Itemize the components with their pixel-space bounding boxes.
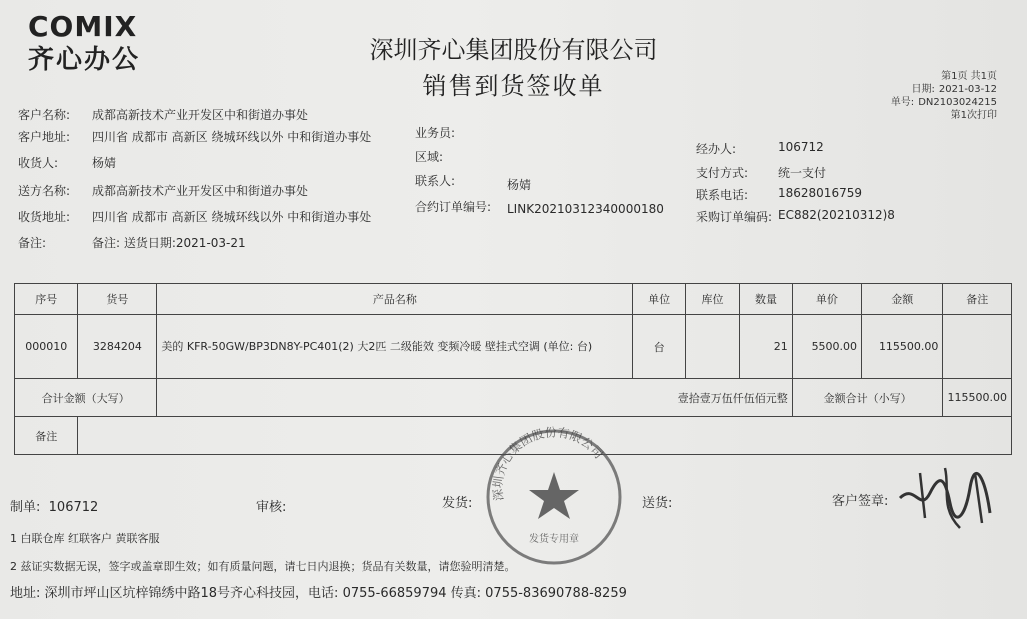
info-salesperson: 业务员: [415, 126, 456, 140]
cell-location [685, 315, 739, 379]
cell-qty: 21 [740, 315, 793, 379]
total-upper: 壹拾壹万伍仟伍佰元整 [157, 379, 792, 417]
cell-amount: 115500.00 [862, 315, 943, 379]
info-customer-address: 客户地址: 四川省 成都市 高新区 绕城环线以外 中和街道办事处 [18, 130, 372, 144]
header-product: 产品名称 [157, 284, 633, 315]
cell-sku: 3284204 [78, 315, 157, 379]
customer-sign-field: 客户签章: [832, 494, 889, 509]
header-amount: 金额 [862, 284, 943, 315]
total-label: 合计金额（大写） [15, 379, 157, 417]
total-small-label: 金额合计（小写） [792, 379, 943, 417]
page-count: 第1页 共1页 [941, 71, 997, 82]
copy-distribution: 1 白联仓库 红联客户 黄联客服 [10, 532, 160, 545]
info-customer-name: 客户名称: 成都高新技术产业开发区中和街道办事处 [18, 108, 309, 122]
info-ship-name: 送方名称: 成都高新技术产业开发区中和街道办事处 [18, 184, 309, 198]
cell-product: 美的 KFR-50GW/BP3DN8Y-PC401(2) 大2匹 二级能效 变频冷暖 壁挂式空调 (单位: 台) [157, 315, 633, 379]
company-address: 地址: 深圳市坪山区坑梓锦绣中路18号齐心科技园，电话: 0755-66859794 传真: 0755-83690788-8259 [10, 586, 627, 601]
company-name: 深圳齐心集团股份有限公司 [369, 36, 658, 64]
header-unit: 单位 [633, 284, 685, 315]
svg-text:发货专用章: 发货专用章 [529, 534, 579, 545]
table-header-row [15, 284, 1012, 315]
cell-unit: 台 [633, 315, 685, 379]
logo-brand-cn: 齐心办公 [28, 45, 141, 75]
document-meta [891, 70, 997, 122]
header-location: 库位 [685, 284, 739, 315]
info-receiver: 收货人: 杨婧 [18, 156, 117, 170]
deliver-field: 送货: [642, 496, 673, 511]
company-stamp [483, 426, 625, 568]
table-total-row [15, 379, 1012, 417]
cell-seq: 000010 [15, 315, 78, 379]
cell-price: 5500.00 [792, 315, 861, 379]
info-phone: 联系电话: 18628016759 [696, 186, 862, 202]
header-price: 单价 [792, 284, 861, 315]
remark-label: 备注 [15, 417, 78, 455]
info-remark: 备注: 备注: 送货日期:2021-03-21 [18, 236, 246, 250]
info-contract-no: 合约订单编号: LINK20210312340000180 [415, 200, 664, 216]
order-no-label: 单号: [890, 97, 915, 108]
info-po-code: 采购订单编码: EC882(20210312)8 [696, 208, 895, 224]
svg-text:深圳齐心集团股份有限公司: 深圳齐心集团股份有限公司 [490, 426, 606, 502]
print-count: 第1次打印 [950, 110, 997, 121]
date-value: 2021-03-12 [938, 84, 997, 95]
maker-field: 制单: 106712 [10, 500, 99, 515]
ship-field: 发货: [442, 496, 473, 511]
logo-brand: COMIX [28, 10, 138, 43]
terms-note: 2 兹证实数据无误，签字或盖章即生效；如有质量问题，请七日内退换；货品有关数量，请您验明清楚。 [10, 560, 516, 573]
info-handler: 经办人: 106712 [696, 140, 824, 156]
info-ship-address: 收货地址: 四川省 成都市 高新区 绕城环线以外 中和街道办事处 [18, 210, 372, 224]
order-no-value: DN2103024215 [918, 97, 997, 108]
info-payment: 支付方式: 统一支付 [696, 166, 827, 180]
review-field: 审核: [256, 500, 287, 515]
header-sku: 货号 [78, 284, 157, 315]
header-note: 备注 [943, 284, 1012, 315]
customer-signature [890, 458, 1000, 538]
total-small: 115500.00 [943, 379, 1012, 417]
info-region: 区域: [415, 150, 444, 164]
date-label: 日期: [911, 84, 935, 95]
document-title: 销售到货签收单 [422, 72, 605, 100]
header-qty: 数量 [740, 284, 793, 315]
table-row [15, 315, 1012, 379]
cell-note [943, 315, 1012, 379]
header-seq: 序号 [15, 284, 78, 315]
info-contact: 联系人: 杨婧 [415, 174, 532, 192]
